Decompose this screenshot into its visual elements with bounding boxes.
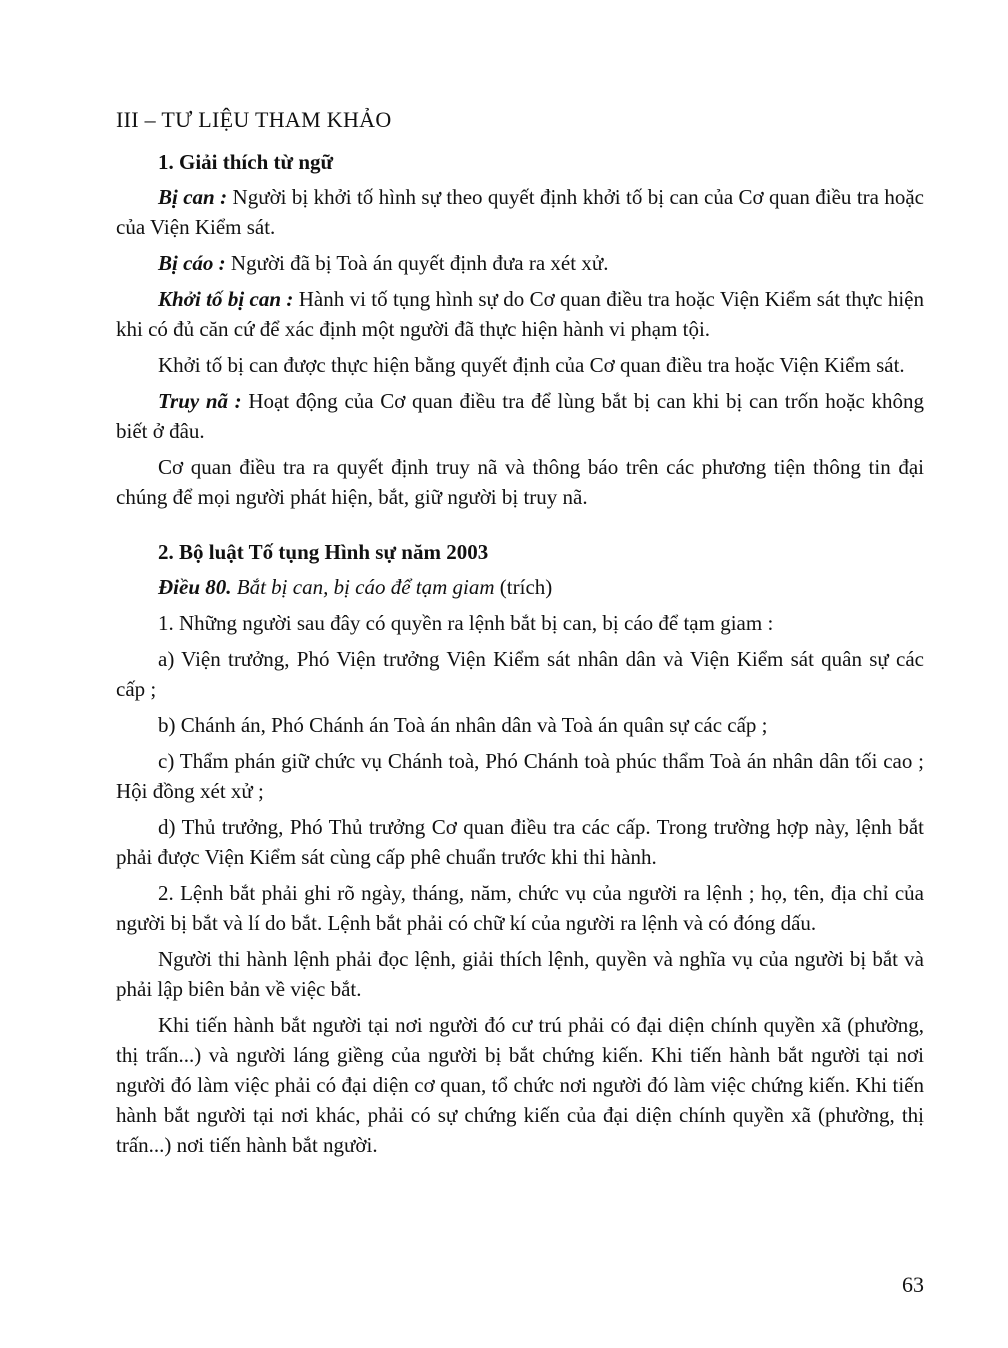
glossary-definition: Hành vi tố tụng hình sự do Cơ quan điều tra hoặc Viện Kiểm sát thực hiện khi có đủ căn cứ để xác định một người đã thực hiện hành vi phạm tội. — [116, 287, 925, 341]
glossary-term: Bị can : — [158, 185, 228, 209]
glossary-entry — [116, 284, 924, 344]
article-paragraph: Khi tiến hành bắt người tại nơi người đó cư trú phải có đại diện chính quyền xã (phường, thị trấn...) và người láng giềng của người bị bắt chứng kiến. Khi tiến hành bắt người tại nơi người đó làm việc phải có đại diện cơ quan, tổ chức nơi người đó làm việc chứng kiến. Khi tiến hành bắt người tại nơi khác, phải có sự chứng kiến của đại diện chính quyền xã (phường, thị trấn...) nơi tiến hành bắt người. — [116, 1013, 924, 1157]
article-paragraph: a) Viện trưởng, Phó Viện trưởng Viện Kiểm sát nhân dân và Viện Kiểm sát quân sự các cấp ; — [116, 647, 924, 701]
article-label: Điều 80. — [158, 575, 232, 599]
page-number: 63 — [902, 1272, 924, 1297]
glossary-definition: Người bị khởi tố hình sự theo quyết định khởi tố bị can của Cơ quan điều tra hoặc của Viện Kiểm sát. — [116, 185, 925, 239]
article-title — [116, 572, 924, 602]
article-name: Bắt bị can, bị cáo để tạm giam — [236, 575, 495, 599]
glossary-term: Khởi tố bị can : — [158, 287, 294, 311]
glossary-note: Cơ quan điều tra ra quyết định truy nã và thông báo trên các phương tiện thông tin đại chúng để mọi người phát hiện, bắt, giữ người bị truy nã. — [116, 455, 924, 509]
article-paragraph: d) Thủ trưởng, Phó Thủ trưởng Cơ quan điều tra các cấp. Trong trường hợp này, lệnh bắt phải được Viện Kiểm sát cùng cấp phê chuẩn trước khi thi hành. — [116, 815, 924, 869]
glossary-definition: Người đã bị Toà án quyết định đưa ra xét xử. — [230, 251, 609, 275]
document-page — [116, 104, 924, 1166]
glossary-term: Truy nã : — [158, 389, 242, 413]
glossary-term: Bị cáo : — [158, 251, 226, 275]
article-paragraph: c) Thẩm phán giữ chức vụ Chánh toà, Phó Chánh toà phúc thẩm Toà án nhân dân tối cao ; Hội đồng xét xử ; — [116, 749, 924, 803]
glossary-note: Khởi tố bị can được thực hiện bằng quyết định của Cơ quan điều tra hoặc Viện Kiểm sát. — [158, 353, 905, 377]
glossary-entry — [116, 386, 924, 446]
glossary-entry — [116, 182, 924, 242]
glossary-entry — [116, 248, 924, 278]
article-paragraph: 1. Những người sau đây có quyền ra lệnh bắt bị can, bị cáo để tạm giam : — [158, 611, 774, 635]
code-heading: 2. Bộ luật Tố tụng Hình sự năm 2003 — [158, 540, 489, 564]
article-paragraph: 2. Lệnh bắt phải ghi rõ ngày, tháng, năm, chức vụ của người ra lệnh ; họ, tên, địa chỉ của người bị bắt và lí do bắt. Lệnh bắt phải có chữ kí của người ra lệnh và có đóng dấu. — [116, 881, 924, 935]
article-paragraph: Người thi hành lệnh phải đọc lệnh, giải thích lệnh, quyền và nghĩa vụ của người bị bắt và phải lập biên bản về việc bắt. — [116, 947, 924, 1001]
glossary-heading: 1. Giải thích từ ngữ — [158, 150, 334, 174]
section-gap — [116, 518, 924, 536]
glossary-definition: Hoạt động của Cơ quan điều tra để lùng bắt bị can khi bị can trốn hoặc không biết ở đâu. — [116, 389, 925, 443]
section-heading: III – TƯ LIỆU THAM KHẢO — [116, 107, 392, 132]
article-paragraph: b) Chánh án, Phó Chánh án Toà án nhân dân và Toà án quân sự các cấp ; — [158, 713, 768, 737]
article-suffix: (trích) — [499, 575, 553, 599]
